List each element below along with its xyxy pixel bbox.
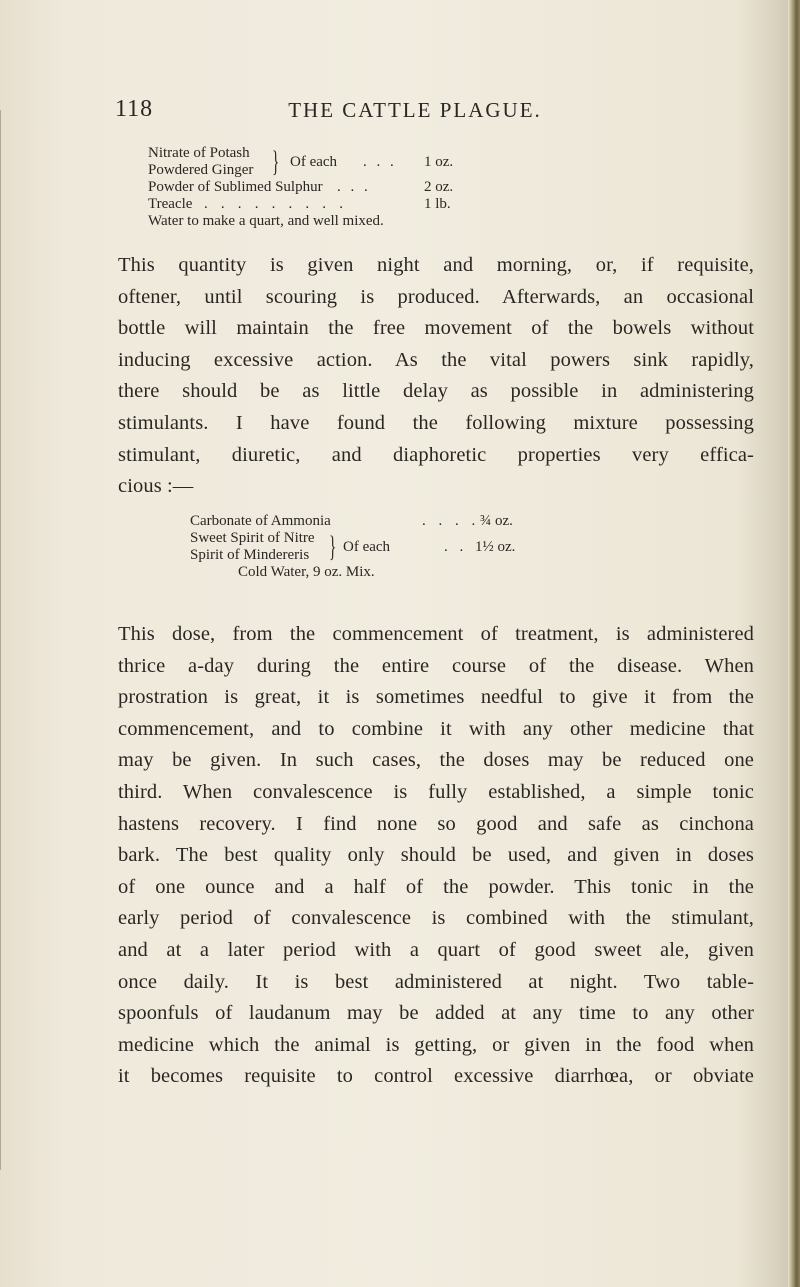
recipe-ingredient: Treacle: [148, 196, 193, 212]
text-line: This quantity is given night and morning, or, if requisite,: [118, 254, 754, 276]
recipe-amount: 1 oz.: [424, 154, 454, 170]
text-line: prostration is great, it is sometimes needful to give it from the: [118, 686, 754, 709]
recipe-ingredient: Spirit of Mindereris: [190, 547, 310, 563]
text-line: may be given. In such cases, the doses may be reduced one: [118, 749, 754, 772]
text-line: early period of convalescence is combined with the stimulant,: [118, 907, 754, 930]
text-line: stimulant, diuretic, and diaphoretic properties very effica-: [118, 443, 754, 466]
paragraph: [118, 250, 754, 503]
recipe-brace-group: [148, 145, 718, 179]
text-line: oftener, until scouring is produced. Afterwards, an occasional: [118, 285, 754, 308]
recipe-amount: ¾ oz.: [480, 513, 513, 529]
of-each-label: Of each: [290, 154, 338, 170]
recipe-note: Water to make a quart, and well mixed.: [148, 213, 384, 229]
recipe-amount: 1½ oz.: [475, 539, 516, 555]
text-line: inducing excessive action. As the vital powers sink rapidly,: [118, 348, 754, 371]
text-line: it becomes requisite to control excessive diarrhœa, or obviate: [118, 1065, 754, 1088]
recipe-ingredient: Sweet Spirit of Nitre: [190, 530, 315, 546]
page-number: 118: [115, 96, 154, 122]
paragraph: [118, 619, 754, 1093]
recipe-ammonia: [190, 513, 730, 581]
text-line: and at a later period with a quart of good sweet ale, given: [118, 938, 754, 961]
recipe-ingredient: Powder of Sublimed Sulphur: [148, 179, 323, 195]
page-left-edge: [0, 110, 6, 1170]
text-line: once daily. It is best administered at night. Two table-: [118, 970, 754, 993]
text-line: cious :—: [118, 475, 194, 498]
recipe-potash: [148, 145, 718, 230]
text-line: bottle will maintain the free movement of the bowels without: [118, 317, 754, 340]
recipe-line: [190, 513, 730, 530]
text-line: hastens recovery. I find none so good and safe as cinchona: [118, 812, 754, 835]
recipe-amount: 2 oz.: [424, 179, 454, 195]
page-header: [0, 96, 800, 136]
recipe-ingredient: Nitrate of Potash: [148, 145, 250, 161]
running-head: THE CATTLE PLAGUE.: [288, 98, 542, 122]
dot-leader: . . .: [337, 179, 371, 195]
dot-leader: . . .: [363, 154, 397, 170]
text-line: of one ounce and a half of the powder. This tonic in the: [118, 875, 754, 898]
recipe-ingredient-names: [190, 530, 315, 564]
recipe-amount: 1 lb.: [424, 196, 451, 212]
text-line: medicine which the animal is getting, or given in the food when: [118, 1033, 754, 1056]
text-line: third. When convalescence is fully established, a simple tonic: [118, 780, 754, 803]
dot-leader: . . . . . . . . .: [204, 196, 348, 212]
recipe-ingredient: Carbonate of Ammonia: [190, 513, 331, 529]
recipe-ingredient-names: [148, 145, 253, 179]
recipe-note: Cold Water, 9 oz. Mix.: [238, 564, 375, 580]
recipe-line: [148, 179, 718, 196]
text-line: This dose, from the commencement of treatment, is administered: [118, 623, 754, 645]
text-line: there should be as little delay as possible in administering: [118, 380, 754, 403]
text-line: thrice a-day during the entire course of the disease. When: [118, 654, 754, 677]
recipe-brace-group: [190, 530, 730, 564]
text-line: bark. The best quality only should be used, and given in doses: [118, 844, 754, 867]
dot-leader: . .: [444, 539, 468, 555]
text-line: spoonfuls of laudanum may be added at any time to any other: [118, 1002, 754, 1025]
dot-leader: . . . .: [422, 513, 480, 529]
recipe-ingredient: Powdered Ginger: [148, 162, 254, 178]
of-each-label: Of each: [343, 539, 391, 555]
page-right-edge: [788, 0, 800, 1287]
text-line: stimulants. I have found the following mixture possessing: [118, 411, 754, 434]
brace-glyph: }: [329, 530, 337, 563]
text-line: commencement, and to combine it with any other medicine that: [118, 717, 754, 740]
brace-glyph: }: [272, 145, 280, 178]
recipe-line: [148, 196, 718, 213]
